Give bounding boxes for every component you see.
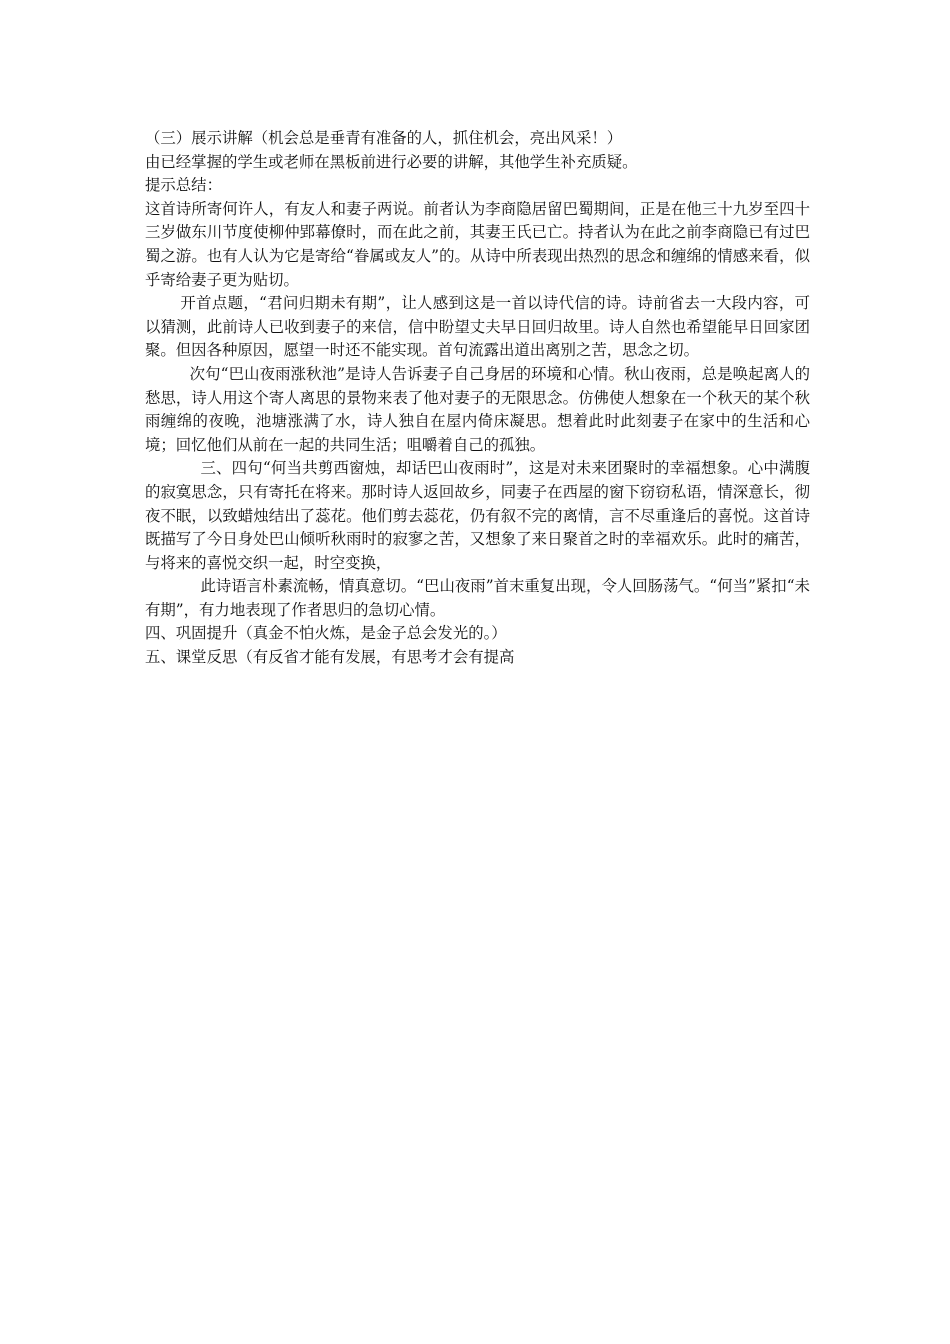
recipient-paragraph: 这首诗所寄何许人，有友人和妻子两说。前者认为李商隐居留巴蜀期间，正是在他三十九岁至四十三岁做东川节度使柳仲郢幕僚时，而在此之前，其妻王氏已亡。持者认为在此之前李商隐已有过巴蜀之游。也有人认为它是寄给“眷属或友人”的。从诗中所表现出热烈的思念和缠绵的情感来看，似乎寄给妻子更为贴切。 (145, 199, 810, 289)
opening-paragraph: 开首点题，“君问归期未有期”，让人感到这是一首以诗代信的诗。诗前省去一大段内容，可以猜测，此前诗人已收到妻子的来信，信中盼望丈夫早日回归故里。诗人自然也希望能早日回家团聚。但因各种原因，愿望一时还不能实现。首句流露出道出离别之苦，思念之切。 (145, 294, 810, 360)
showcase-heading: （三）展示讲解（机会总是垂青有准备的人，抓住机会，亮出风采！） (145, 129, 623, 147)
language-paragraph: 此诗语言朴素流畅，情真意切。“巴山夜雨”首末重复出现，令人回肠荡气。“何当”紧扣“未有期”，有力地表现了作者思归的急切心情。 (145, 577, 810, 619)
third-fourth-lines-paragraph: 三、四句“何当共剪西窗烛，却话巴山夜雨时”，这是对未来团聚时的幸福想象。心中满腹的寂寞思念，只有寄托在将来。那时诗人返回故乡，同妻子在西屋的窗下窃窃私语，情深意长，彻夜不眠，以致蜡烛结出了蕊花。他们剪去蕊花，仍有叙不完的离情，言不尽重逢后的喜悦。这首诗既描写了今日身处巴山倾听秋雨时的寂寥之苦，又想象了来日聚首之时的幸福欢乐。此时的痛苦，与将来的喜悦交织一起，时空变换， (145, 459, 810, 572)
summary-label: 提示总结： (145, 176, 222, 195)
consolidate-heading: 四、巩固提升（真金不怕火炼，是金子总会发光的。） (145, 624, 507, 643)
teacher-explanation-line: 由已经掌握的学生或老师在黑板前进行必要的讲解，其他学生补充质疑。 (145, 152, 638, 171)
second-line-paragraph: 次句“巴山夜雨涨秋池”是诗人告诉妻子自己身居的环境和心情。秋山夜雨，总是唤起离人的愁思，诗人用这个寄人离思的景物来表了他对妻子的无限思念。仿佛使人想象在一个秋天的某个秋雨缠绵的夜晚，池塘涨满了水，诗人独自在屋内倚床凝思。想着此时此刻妻子在家中的生活和心境；回忆他们从前在一起的共同生活；咀嚼着自己的孤独。 (145, 364, 810, 454)
document-body (145, 127, 810, 670)
reflect-heading: 五、课堂反思（有反省才能有发展，有思考才会有提高 (145, 648, 515, 667)
